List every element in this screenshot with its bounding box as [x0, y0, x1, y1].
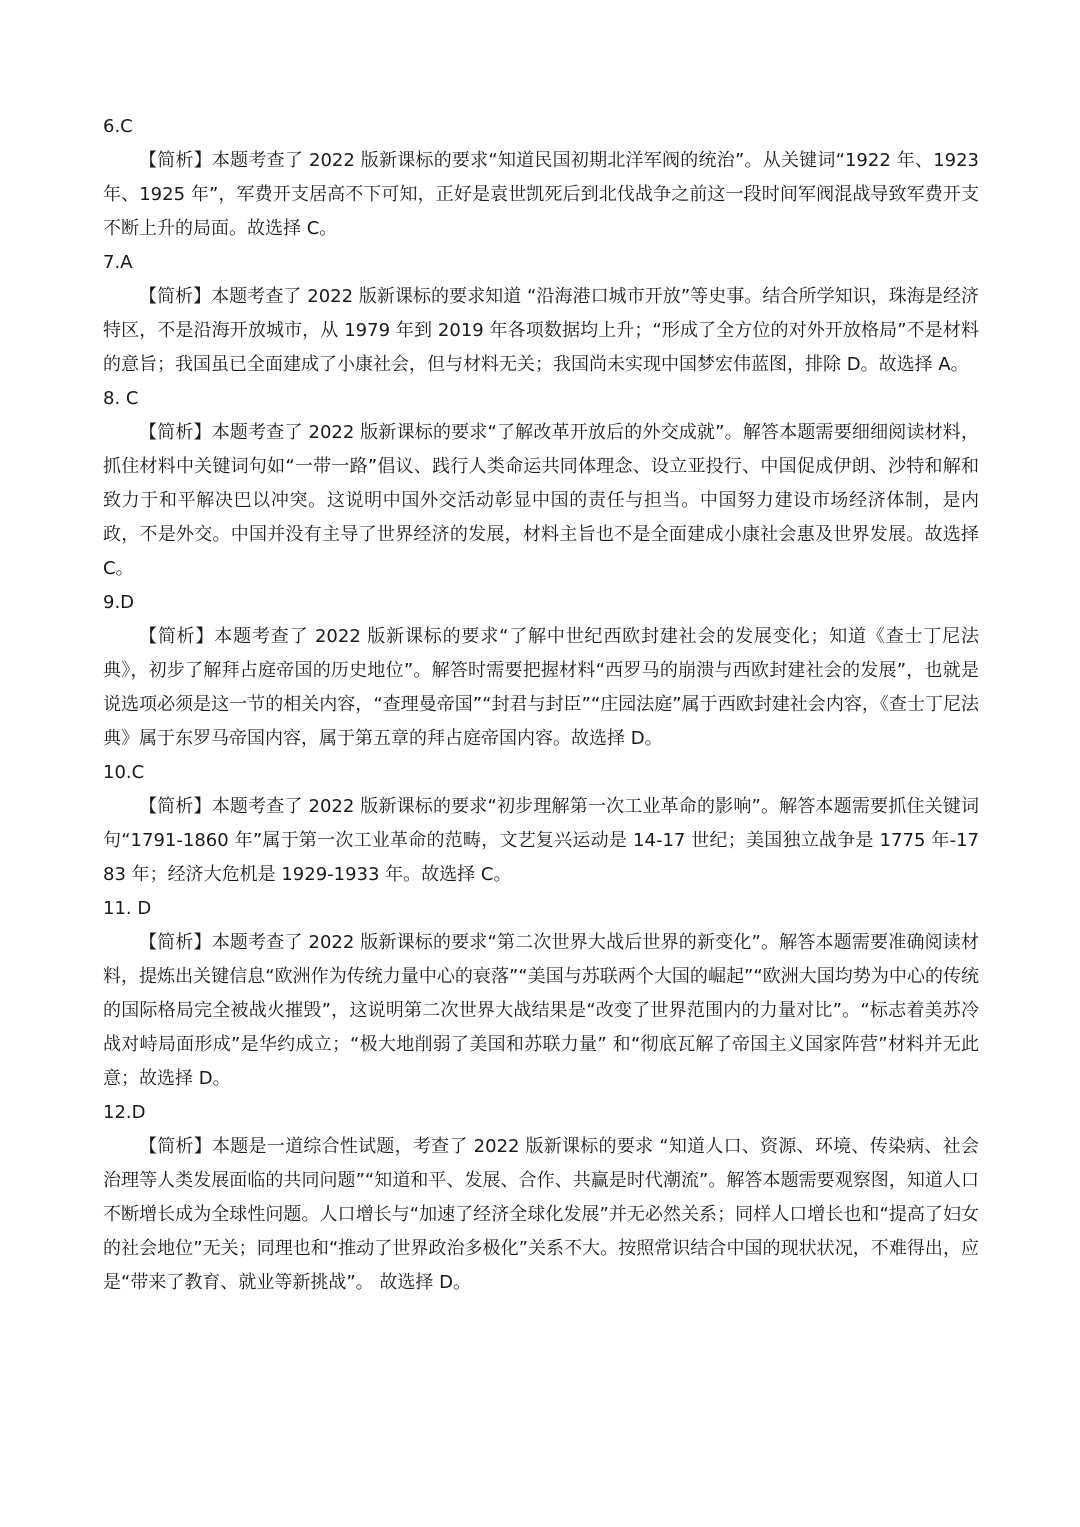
- answer-number: 7.A: [103, 252, 133, 273]
- answer-analysis: 【简析】本题考查了 2022 版新课标的要求“了解中世纪西欧封建社会的发展变化；知道《查士丁尼法典》，初步了解拜占庭帝国的历史地位”。解答时需要把握材料“西罗马的崩溃与西欧封建社会的发展”，也就是说选项必须是这一节的相关内容，“查理曼帝国”“封君与封臣”“庄园法庭”属于西欧封建社会内容，《查士丁尼法典》属于东罗马帝国内容，属于第五章的拜占庭帝国内容。故选择 D。: [103, 626, 979, 749]
- answer-item-11: [103, 892, 979, 1096]
- answer-item-8: [103, 382, 979, 586]
- answer-number: 8. C: [103, 388, 139, 409]
- answer-number: 10.C: [103, 762, 145, 783]
- answer-item-7: [103, 246, 979, 382]
- answer-item-12: [103, 1096, 979, 1300]
- answer-analysis: 【简析】本题考查了 2022 版新课标的要求知道 “沿海港口城市开放”等史事。结合所学知识，珠海是经济特区，不是沿海开放城市，从 1979 年到 2019 年各项数据均上升；“形成了全方位的对外开放格局”不是材料的意旨；我国虽已全面建成了小康社会，但与材料无关；我国尚未实现中国梦宏伟蓝图，排除 D。故选择 A。: [103, 286, 979, 375]
- answer-analysis: 【简析】本题是一道综合性试题，考查了 2022 版新课标的要求 “知道人口、资源、环境、传染病、社会治理等人类发展面临的共同问题”“知道和平、发展、合作、共赢是时代潮流”。解答本题需要观察图，知道人口不断增长成为全球性问题。人口增长与“加速了经济全球化发展”并无必然关系；同样人口增长也和“提高了妇女的社会地位”无关；同理也和“推动了世界政治多极化”关系不大。按照常识结合中国的现状状况，不难得出，应是“带来了教育、就业等新挑战”。 故选择 D。: [103, 1136, 979, 1293]
- answer-item-6: [103, 110, 979, 246]
- answer-analysis: 【简析】本题考查了 2022 版新课标的要求“第二次世界大战后世界的新变化”。解答本题需要准确阅读材料，提炼出关键信息“欧洲作为传统力量中心的衰落”“美国与苏联两个大国的崛起”“欧洲大国均势为中心的传统的国际格局完全被战火摧毁”，这说明第二次世界大战结果是“改变了世界范围内的力量对比”。“标志着美苏冷战对峙局面形成”是华约成立；“极大地削弱了美国和苏联力量” 和“彻底瓦解了帝国主义国家阵营”材料并无此意；故选择 D。: [103, 932, 979, 1089]
- answer-analysis: 【简析】本题考查了 2022 版新课标的要求“了解改革开放后的外交成就”。解答本题需要细细阅读材料，抓住材料中关键词句如“一带一路”倡议、践行人类命运共同体理念、设立亚投行、中国促成伊朗、沙特和解和致力于和平解决巴以冲突。这说明中国外交活动彰显中国的责任与担当。中国努力建设市场经济体制，是内政，不是外交。中国并没有主导了世界经济的发展，材料主旨也不是全面建成小康社会惠及世界发展。故选择 C。: [103, 422, 979, 579]
- answer-item-10: [103, 756, 979, 892]
- answer-analysis: 【简析】本题考查了 2022 版新课标的要求“初步理解第一次工业革命的影响”。解答本题需要抓住关键词句“1791-1860 年”属于第一次工业革命的范畴，文艺复兴运动是 14-17 世纪；美国独立战争是 1775 年-1783 年；经济大危机是 1929-1933 年。故选择 C。: [103, 796, 979, 885]
- answer-analysis: 【简析】本题考查了 2022 版新课标的要求“知道民国初期北洋军阀的统治”。从关键词“1922 年、1923 年、1925 年”，军费开支居高不下可知，正好是袁世凯死后到北伐战争之前这一段时间军阀混战导致军费开支不断上升的局面。故选择 C。: [103, 150, 980, 239]
- answer-number: 9.D: [103, 592, 135, 613]
- answer-item-9: [103, 586, 979, 756]
- answer-analysis-section: [103, 110, 979, 1300]
- answer-number: 12.D: [103, 1102, 146, 1123]
- answer-number: 11. D: [103, 898, 152, 919]
- answer-number: 6.C: [103, 116, 133, 137]
